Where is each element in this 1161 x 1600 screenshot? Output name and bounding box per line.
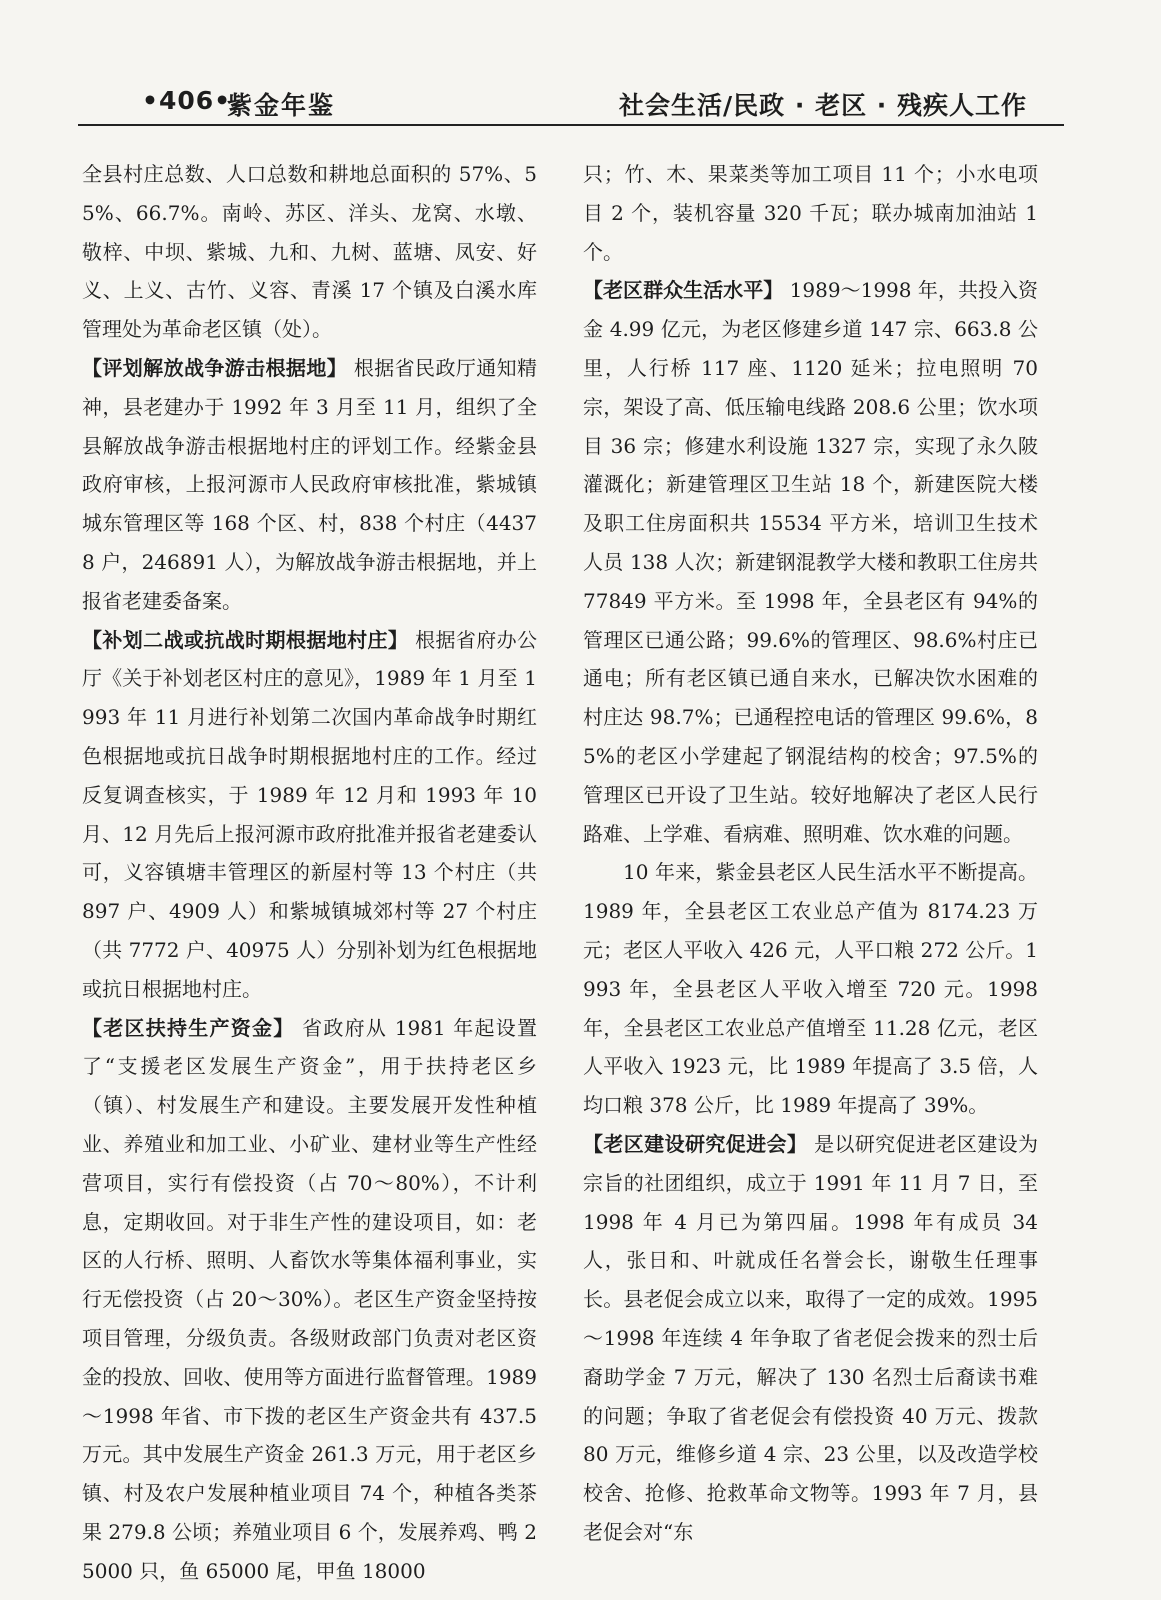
section-heading: 【补划二战或抗战时期根据地村庄】	[82, 627, 409, 652]
section-body: 省政府从 1981 年起设置了“支援老区发展生产资金”，用于扶持老区乡（镇）、村发展生产和建设。主要发展开发性种植业、养殖业和加工业、小矿业、建材业等生产性经营项目，实行有偿投资（占 70～80%），不计利息，定期收回。对于非生产性的建设项目，如：老区的人行桥、照明、人畜饮水等集体福利事业，实行无偿投资（占 20～30%）。老区生产资金坚持按项目管理，分级负责。各级财政部门负责对老区资金的投放、回收、使用等方面进行监督管理。1989～1998 年省、市下拨的老区生产资金共有 437.5 万元。其中发展生产资金 261.3 万元，用于老区乡镇、村及农户发展种植业项目 74 个，种植各类茶果 279.8 公顷；养殖业项目 6 个，发展养鸡、鸭 25000 只，鱼 65000 尾，甲鱼 18000	[82, 1015, 537, 1583]
right-column	[583, 155, 1038, 1552]
section-production-funds	[82, 1009, 537, 1591]
ten-years-paragraph: 10 年来，紫金县老区人民生活水平不断提高。1989 年，全县老区工农业总产值为 8174.23 万元；老区人平收入 426 元，人平口粮 272 公斤。1993 年，全县老区人平收入增至 720 元。1998 年，全县老区工农业总产值增至 11.28 亿元，老区人平收入 1923 元，比 1989 年提高了 3.5 倍，人均口粮 378 公斤，比 1989 年提高了 39%。	[583, 860, 1038, 1118]
section-supplementary-villages	[82, 621, 537, 1009]
page-number: •406•	[142, 86, 232, 115]
continued-paragraph: 只；竹、木、果菜类等加工项目 11 个；小水电项目 2 个，装机容量 320 千瓦；联办城南加油站 1 个。	[583, 162, 1038, 264]
section-heading: 【评划解放战争游击根据地】	[82, 355, 348, 380]
header-rule	[78, 124, 1064, 126]
section-body: 根据省府办公厅《关于补划老区村庄的意见》，1989 年 1 月至 1993 年 11 月进行补划第二次国内革命战争时期红色根据地或抗日战争时期根据地村庄的工作。经过反复调查核实，于 1989 年 12 月和 1993 年 10 月、12 月先后上报河源市政府批准并报省老建委认可，义容镇塘丰管理区的新屋村等 13 个村庄（共 897 户、4909 人）和紫城镇城郊村等 27 个村庄（共 7772 户、40975 人）分别补划为红色根据地或抗日根据地村庄。	[82, 627, 538, 1001]
section-heading: 【老区群众生活水平】	[583, 278, 784, 303]
section-body: 1989～1998 年，共投入资金 4.99 亿元，为老区修建乡道 147 宗、663.8 公里，人行桥 117 座、1120 延米；拉电照明 70 宗，架设了高、低压输电线路 208.6 公里；饮水项目 36 宗；修建水利设施 1327 宗，实现了永久陂灌溉化；新建管理区卫生站 18 个，新建医院大楼及职工住房面积共 15534 平方米，培训卫生技术人员 138 人次；新建钢混教学大楼和教职工住房共 77849 平方米。至 1998 年，全县老区有 94%的管理区已通公路；99.6%的管理区、98.6%村庄已通电；所有老区镇已通自来水，已解决饮水困难的村庄达 98.7%；已通程控电话的管理区 99.6%，85%的老区小学建起了钢混结构的校舍；97.5%的管理区已开设了卫生站。较好地解决了老区人民行路难、上学难、看病难、照明难、饮水难的问题。	[583, 278, 1039, 846]
intro-paragraph: 全县村庄总数、人口总数和耕地总面积的 57%、55%、66.7%。南岭、苏区、洋头、龙窝、水墩、敬梓、中坝、紫城、九和、九树、蓝塘、凤安、好义、上义、古竹、义容、青溪 17 个镇及白溪水库管理处为革命老区镇（处）。	[82, 162, 537, 342]
section-title: 社会生活/民政 · 老区 · 残疾人工作	[619, 91, 1027, 120]
section-heading: 【老区建设研究促进会】	[583, 1131, 808, 1156]
book-title: 紫金年鉴	[227, 91, 336, 120]
section-living-standard	[583, 271, 1038, 853]
section-guerrilla-base	[82, 349, 537, 621]
section-body: 根据省民政厅通知精神，县老建办于 1992 年 3 月至 11 月，组织了全县解放战争游击根据地村庄的评划工作。经紫金县政府审核，上报河源市人民政府审核批准，紫城镇城东管理区等 168 个区、村，838 个村庄（44378 户，246891 人），为解放战争游击根据地，并上报省老建委备案。	[82, 355, 538, 613]
section-promotion-association	[583, 1125, 1038, 1552]
page-header	[82, 82, 1082, 126]
section-body: 是以研究促进老区建设为宗旨的社团组织，成立于 1991 年 11 月 7 日，至 1998 年 4 月已为第四届。1998 年有成员 34 人，张日和、叶就成任名誉会长，谢敬生任理事长。县老促会成立以来，取得了一定的成效。1995～1998 年连续 4 年争取了省老促会拨来的烈士后裔助学金 7 万元，解决了 130 名烈士后裔读书难的问题；争取了省老促会有偿投资 40 万元、拨款 80 万元，维修乡道 4 宗、23 公里，以及改造学校校舍、抢修、抢救革命文物等。1993 年 7 月，县老促会对“东	[583, 1131, 1039, 1544]
section-heading: 【老区扶持生产资金】	[82, 1015, 295, 1040]
left-column	[82, 155, 537, 1590]
